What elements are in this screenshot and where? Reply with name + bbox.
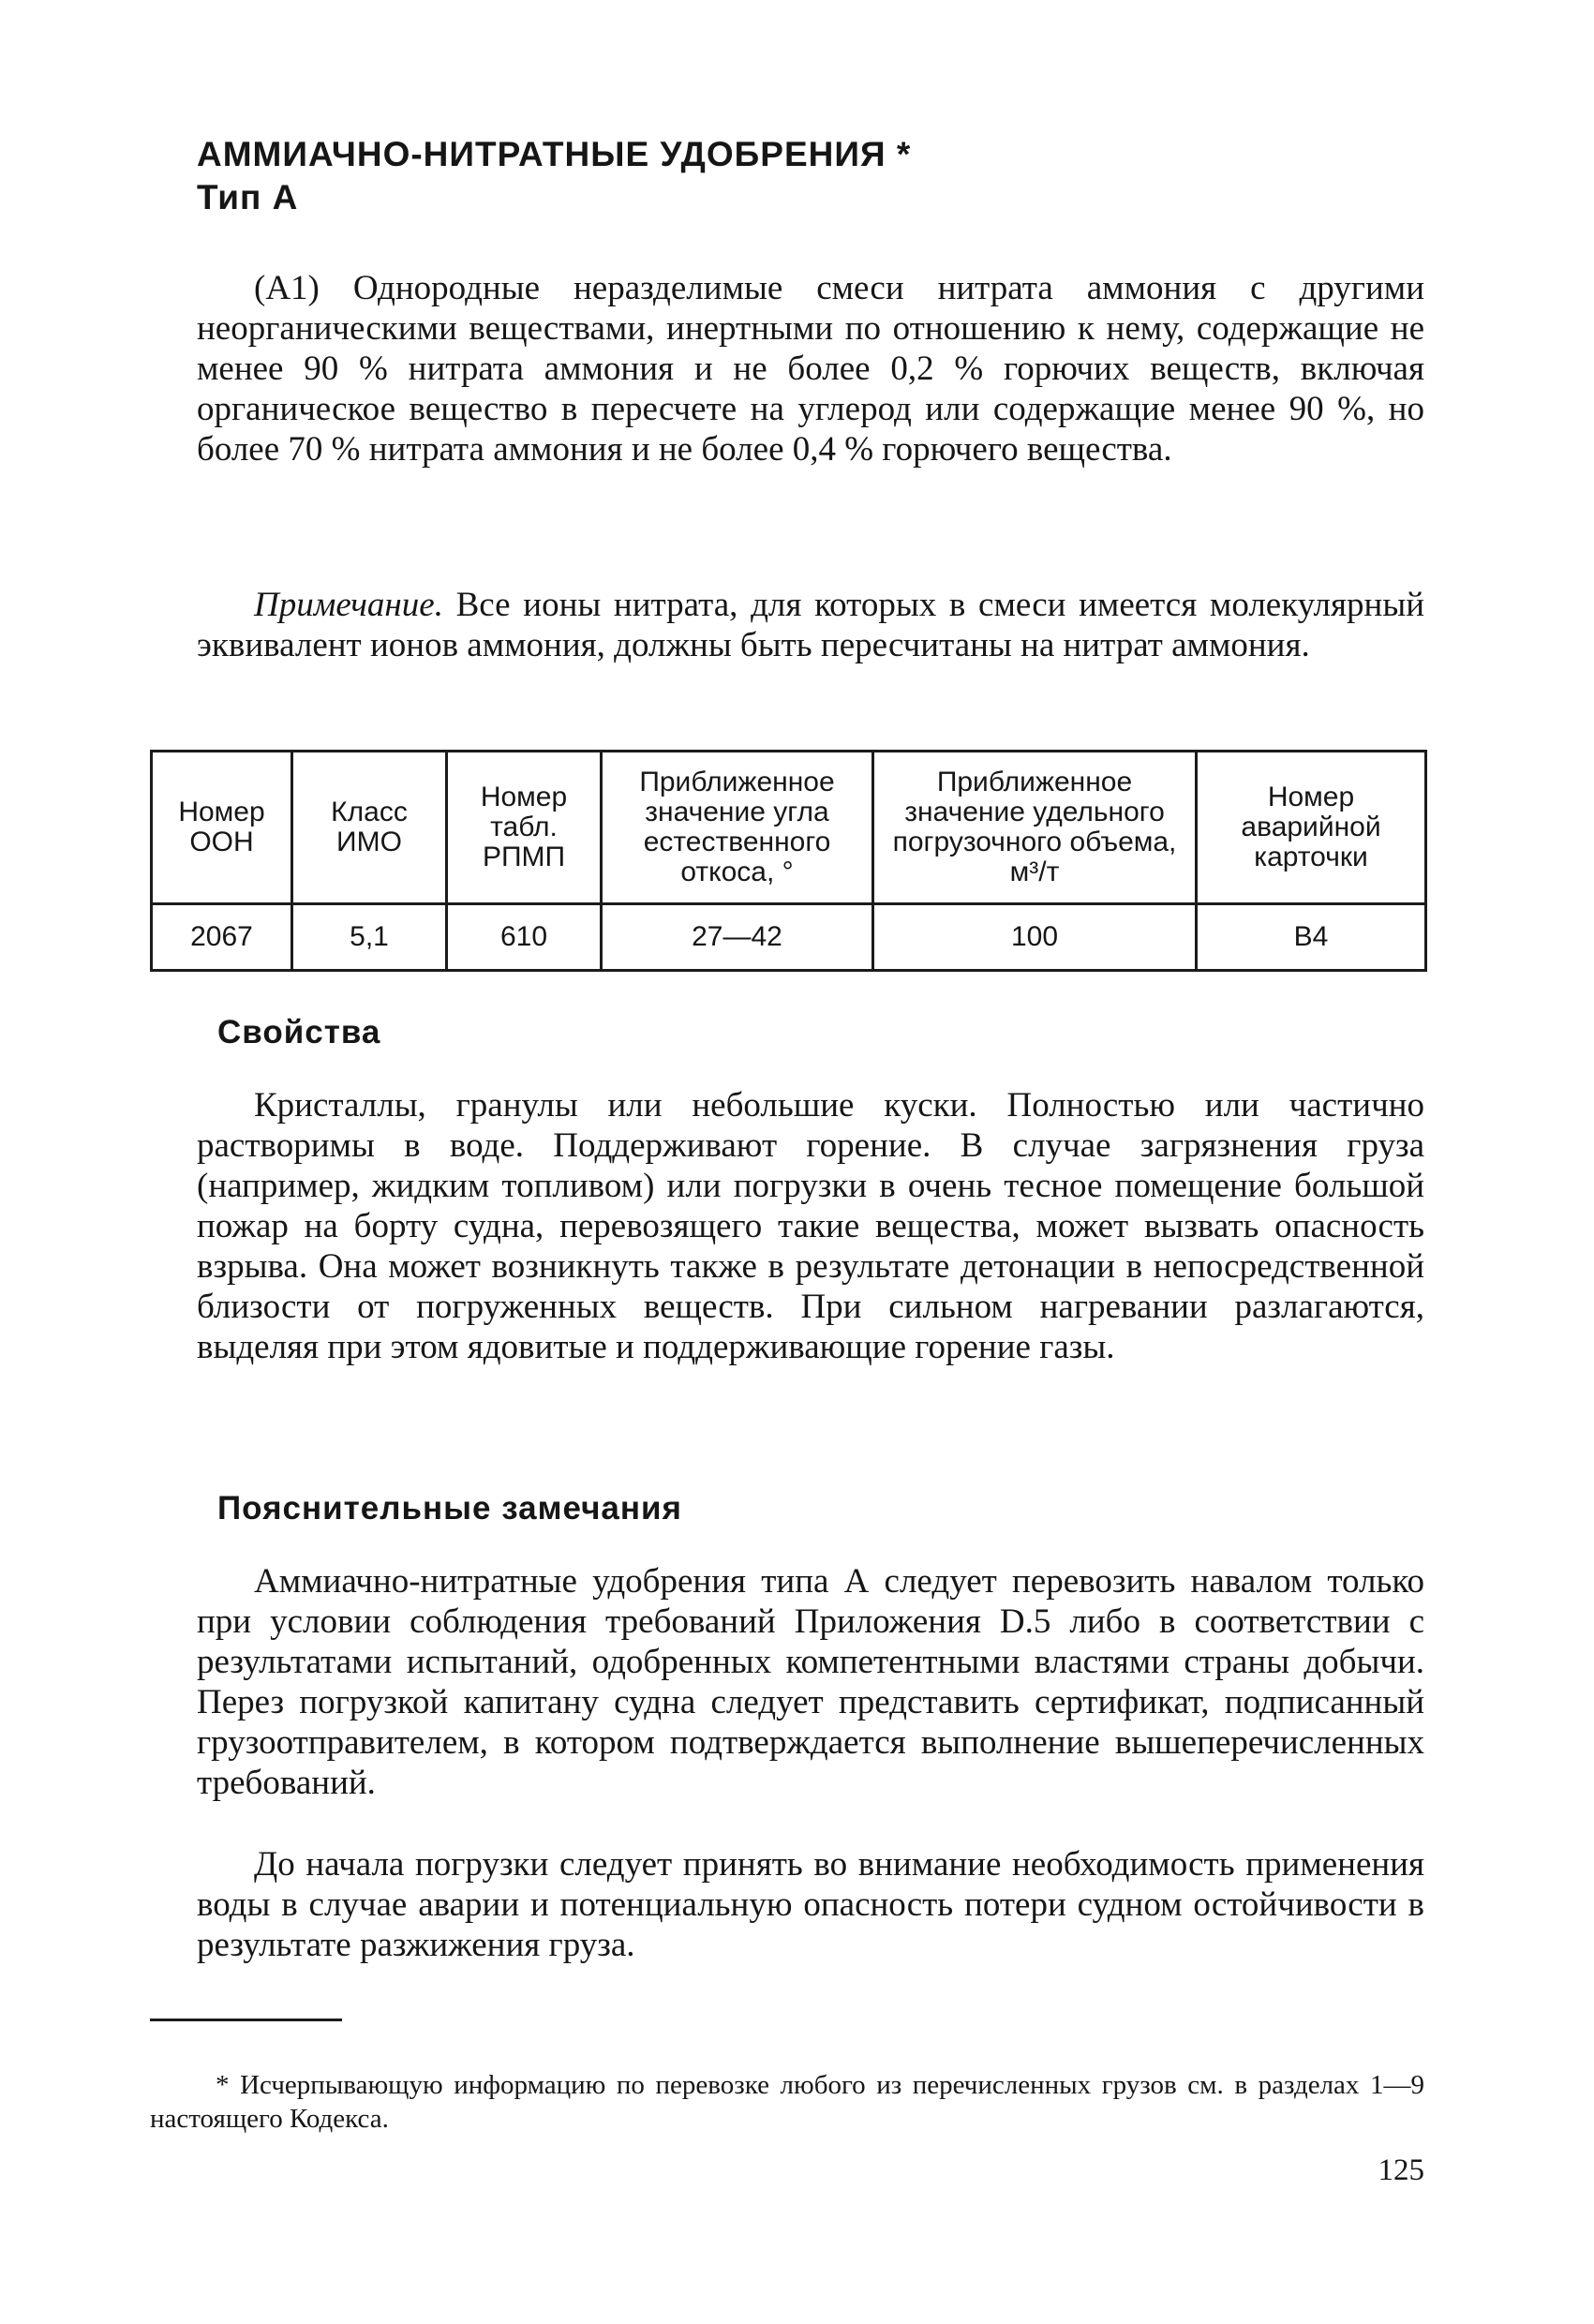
header-un-number: Номер ООН (152, 752, 292, 904)
header-angle-of-repose: Приближенное значение угла естественного откоса, ° (602, 752, 873, 904)
cell-stowage-factor: 100 (873, 904, 1197, 971)
note-paragraph (197, 585, 1424, 665)
remarks-paragraph-2: До начала погрузки следует принять во внимание необходимость применения воды в случае аварии и потенциальную опасность потери судном остойчивости в результате разжижения груза. (197, 1845, 1424, 1964)
table-header-row (152, 752, 1426, 904)
header-imo-class: Класс ИМО (292, 752, 447, 904)
footnote: * Исчерпывающую информацию по перевозке любого из перечисленных грузов см. в разделах 1—9 настоящего Кодекса. (150, 2070, 1424, 2134)
cargo-table (150, 750, 1427, 972)
header-stowage-factor: Приближенное значение удельного погрузочного объема, м³/т (873, 752, 1197, 904)
title-line-2: Тип А (197, 178, 299, 216)
page-title (197, 133, 1424, 219)
remarks-paragraph-1: Аммиачно-нитратные удобрения типа А следует перевозить навалом только при условии соблюдения требований Приложения D.5 либо в соответствии с результатами испытаний, одобренных компетентными властями страны добычи. Перез погрузкой капитану судна следует представить сертификат, подписанный грузоотправителем, в котором подтверждается выполнение вышеперечисленных требований. (197, 1562, 1424, 1802)
cell-emergency-card: В4 (1197, 904, 1426, 971)
page-number: 125 (1378, 2153, 1424, 2187)
cell-angle-of-repose: 27—42 (602, 904, 873, 971)
note-label: Примечание. (254, 586, 443, 624)
cell-imo-class: 5,1 (292, 904, 447, 971)
cargo-table-wrapper (150, 750, 1424, 972)
properties-heading: Свойства (217, 1014, 381, 1050)
table-row (152, 904, 1426, 971)
cell-un-number: 2067 (152, 904, 292, 971)
title-line-1: АММИАЧНО-НИТРАТНЫЕ УДОБРЕНИЯ * (197, 135, 912, 173)
header-emergency-card: Номер аварийной карточки (1197, 752, 1426, 904)
footnote-divider (150, 2019, 342, 2021)
note-text: Все ионы нитрата, для которых в смеси имеется молекулярный эквивалент ионов аммония, должны быть пересчитаны на нитрат аммония. (197, 586, 1424, 664)
properties-paragraph: Кристаллы, гранулы или небольшие куски. Полностью или частично растворимы в воде. Поддерживают горение. В случае загрязнения груза (например, жидким топливом) или погрузки в очень тесное помещение большой пожар на борту судна, перевозящего такие вещества, может вызвать опасность взрыва. Она может возникнуть также в результате детонации в непосредственной близости от погруженных веществ. При сильном нагревании разлагаются, выделяя при этом ядовитые и поддерживающие горение газы. (197, 1086, 1424, 1366)
header-table-number: Номер табл. РПМП (447, 752, 602, 904)
remarks-heading: Пояснительные замечания (217, 1490, 682, 1527)
intro-paragraph: (А1) Однородные неразделимые смеси нитрата аммония с другими неорганическими веществами, инертными по отношению к нему, содержащие не менее 90 % нитрата аммония и не более 0,2 % горючих веществ, включая органическое вещество в пересчете на углерод или содержащие менее 90 %, но более 70 % нитрата аммония и не более 0,4 % горючего вещества. (197, 269, 1424, 469)
cell-table-number: 610 (447, 904, 602, 971)
